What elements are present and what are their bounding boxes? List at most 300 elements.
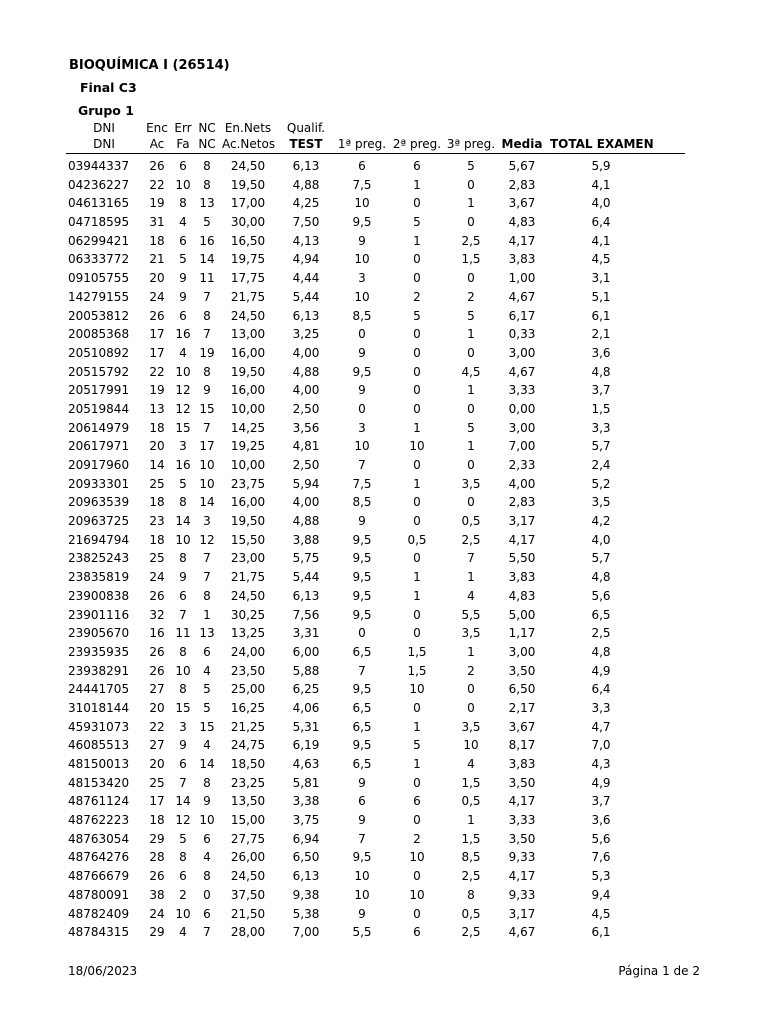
cell-pregunta-3: 8,5 bbox=[461, 850, 481, 865]
cell-total-examen: 2,1 bbox=[591, 327, 611, 342]
cell-test: 4,94 bbox=[292, 252, 320, 267]
cell-test: 4,63 bbox=[292, 757, 320, 771]
cell-pregunta-1: 10 bbox=[354, 289, 370, 304]
cell-pregunta-3: 5,5 bbox=[461, 607, 481, 622]
cell-pregunta-1: 8,5 bbox=[352, 308, 372, 323]
cell-pregunta-2: 0 bbox=[413, 700, 421, 715]
table-row bbox=[0, 232, 768, 251]
cell-dni: 48762223 bbox=[68, 813, 130, 828]
cell-media: 2,83 bbox=[508, 495, 536, 510]
cell-pregunta-2: 0 bbox=[413, 813, 421, 828]
cell-pregunta-3: 10 bbox=[463, 738, 479, 753]
cell-test: 4,25 bbox=[292, 196, 320, 211]
table-row bbox=[0, 456, 768, 475]
cell-pregunta-2: 0 bbox=[413, 495, 421, 510]
cell-test: 4,00 bbox=[292, 383, 320, 398]
cell-dni: 03944337 bbox=[68, 159, 130, 173]
cell-nc: 5 bbox=[203, 215, 211, 230]
cell-total-examen: 6,4 bbox=[591, 682, 611, 697]
table-row bbox=[0, 792, 768, 811]
cell-enc-ac: 20 bbox=[149, 439, 165, 454]
cell-test: 5,94 bbox=[292, 476, 320, 491]
cell-dni: 48761124 bbox=[68, 794, 130, 809]
cell-ac-netos: 23,00 bbox=[230, 551, 266, 566]
cell-pregunta-1: 6,5 bbox=[352, 700, 372, 715]
cell-enc-ac: 21 bbox=[149, 252, 165, 267]
cell-pregunta-3: 3,5 bbox=[461, 719, 481, 734]
table-row bbox=[0, 848, 768, 867]
cell-pregunta-3: 2,5 bbox=[461, 233, 481, 248]
cell-pregunta-1: 9 bbox=[358, 813, 366, 828]
cell-pregunta-2: 0 bbox=[413, 607, 421, 622]
table-row bbox=[0, 755, 768, 774]
table-row bbox=[0, 493, 768, 512]
cell-err-fa: 8 bbox=[179, 495, 187, 510]
header-nc: NC bbox=[198, 121, 216, 135]
cell-test: 2,50 bbox=[292, 458, 320, 472]
cell-nc: 7 bbox=[203, 925, 211, 940]
cell-err-fa: 10 bbox=[175, 906, 191, 921]
cell-pregunta-1: 10 bbox=[354, 869, 370, 884]
cell-total-examen: 4,8 bbox=[591, 570, 611, 585]
header-err: Err bbox=[174, 121, 192, 135]
cell-enc-ac: 18 bbox=[149, 813, 165, 828]
header-total-examen: TOTAL EXAMEN bbox=[550, 137, 654, 151]
cell-enc-ac: 27 bbox=[149, 738, 165, 753]
cell-nc: 7 bbox=[203, 289, 211, 304]
cell-ac-netos: 24,00 bbox=[230, 644, 266, 659]
cell-pregunta-2: 5 bbox=[413, 308, 421, 323]
cell-pregunta-3: 0,5 bbox=[461, 514, 481, 529]
cell-pregunta-3: 0 bbox=[467, 215, 475, 230]
cell-pregunta-2: 5 bbox=[413, 215, 421, 230]
cell-pregunta-1: 6,5 bbox=[352, 757, 372, 771]
cell-ac-netos: 10,00 bbox=[230, 401, 266, 416]
cell-err-fa: 10 bbox=[175, 364, 191, 379]
cell-ac-netos: 13,50 bbox=[230, 794, 266, 809]
cell-nc: 4 bbox=[203, 663, 211, 678]
cell-err-fa: 8 bbox=[179, 682, 187, 697]
cell-err-fa: 9 bbox=[179, 570, 187, 585]
table-row bbox=[0, 736, 768, 755]
cell-pregunta-3: 5 bbox=[467, 159, 475, 173]
cell-dni: 20515792 bbox=[68, 364, 130, 379]
cell-err-fa: 6 bbox=[179, 757, 187, 771]
cell-pregunta-3: 3,5 bbox=[461, 476, 481, 491]
cell-pregunta-1: 9,5 bbox=[352, 551, 372, 566]
grades-table-body bbox=[0, 157, 768, 942]
header-ac: Ac bbox=[149, 137, 165, 151]
cell-pregunta-3: 1 bbox=[467, 196, 475, 211]
cell-media: 5,50 bbox=[508, 551, 536, 566]
cell-pregunta-3: 1 bbox=[467, 644, 475, 659]
cell-pregunta-1: 9 bbox=[358, 775, 366, 790]
cell-test: 6,13 bbox=[292, 159, 320, 173]
cell-ac-netos: 26,00 bbox=[230, 850, 266, 865]
cell-total-examen: 1,5 bbox=[591, 401, 611, 416]
cell-test: 5,44 bbox=[292, 570, 320, 585]
cell-err-fa: 12 bbox=[175, 813, 191, 828]
cell-pregunta-2: 0 bbox=[413, 271, 421, 286]
cell-total-examen: 3,6 bbox=[591, 813, 611, 828]
cell-total-examen: 4,7 bbox=[591, 719, 611, 734]
cell-total-examen: 3,6 bbox=[591, 345, 611, 360]
cell-total-examen: 7,0 bbox=[591, 738, 611, 753]
cell-total-examen: 4,9 bbox=[591, 663, 611, 678]
cell-test: 3,88 bbox=[292, 532, 320, 547]
cell-enc-ac: 25 bbox=[149, 775, 165, 790]
cell-pregunta-2: 1 bbox=[413, 719, 421, 734]
cell-dni: 04613165 bbox=[68, 196, 130, 211]
table-row bbox=[0, 419, 768, 438]
cell-pregunta-1: 6 bbox=[358, 159, 366, 173]
cell-total-examen: 5,1 bbox=[591, 289, 611, 304]
cell-dni: 20917960 bbox=[68, 458, 130, 472]
cell-dni: 45931073 bbox=[68, 719, 130, 734]
cell-dni: 23935935 bbox=[68, 644, 130, 659]
cell-pregunta-1: 7,5 bbox=[352, 177, 372, 192]
cell-err-fa: 6 bbox=[179, 869, 187, 884]
cell-err-fa: 2 bbox=[179, 887, 187, 902]
cell-pregunta-3: 4,5 bbox=[461, 364, 481, 379]
footer-page-number: Página 1 de 2 bbox=[618, 964, 700, 978]
cell-media: 3,00 bbox=[508, 345, 536, 360]
cell-err-fa: 15 bbox=[175, 700, 191, 715]
cell-dni: 31018144 bbox=[68, 700, 130, 715]
cell-total-examen: 4,1 bbox=[591, 233, 611, 248]
cell-enc-ac: 20 bbox=[149, 271, 165, 286]
cell-pregunta-1: 0 bbox=[358, 327, 366, 342]
cell-dni: 48784315 bbox=[68, 925, 130, 940]
cell-enc-ac: 18 bbox=[149, 495, 165, 510]
cell-enc-ac: 13 bbox=[149, 401, 165, 416]
cell-total-examen: 5,7 bbox=[591, 439, 611, 454]
cell-pregunta-2: 0 bbox=[413, 364, 421, 379]
cell-enc-ac: 26 bbox=[149, 308, 165, 323]
cell-test: 4,88 bbox=[292, 364, 320, 379]
cell-dni: 06333772 bbox=[68, 252, 130, 267]
cell-total-examen: 6,5 bbox=[591, 607, 611, 622]
cell-enc-ac: 38 bbox=[149, 887, 165, 902]
cell-err-fa: 10 bbox=[175, 663, 191, 678]
cell-nc: 13 bbox=[199, 196, 215, 211]
cell-pregunta-1: 0 bbox=[358, 401, 366, 416]
cell-pregunta-1: 10 bbox=[354, 252, 370, 267]
cell-total-examen: 5,6 bbox=[591, 588, 611, 603]
cell-total-examen: 5,2 bbox=[591, 476, 611, 491]
cell-ac-netos: 15,50 bbox=[230, 532, 266, 547]
cell-pregunta-2: 10 bbox=[409, 887, 425, 902]
cell-err-fa: 16 bbox=[175, 327, 191, 342]
cell-pregunta-1: 10 bbox=[354, 887, 370, 902]
cell-media: 4,67 bbox=[508, 289, 536, 304]
cell-media: 1,17 bbox=[508, 626, 536, 641]
cell-media: 6,17 bbox=[508, 308, 536, 323]
table-row bbox=[0, 830, 768, 849]
cell-enc-ac: 28 bbox=[149, 850, 165, 865]
cell-nc: 5 bbox=[203, 700, 211, 715]
cell-dni: 20614979 bbox=[68, 420, 130, 435]
cell-pregunta-1: 9,5 bbox=[352, 532, 372, 547]
cell-ac-netos: 28,00 bbox=[230, 925, 266, 940]
cell-nc: 8 bbox=[203, 588, 211, 603]
cell-pregunta-1: 9 bbox=[358, 345, 366, 360]
cell-pregunta-1: 10 bbox=[354, 439, 370, 454]
cell-test: 5,38 bbox=[292, 906, 320, 921]
cell-pregunta-2: 0 bbox=[413, 551, 421, 566]
cell-media: 3,50 bbox=[508, 663, 536, 678]
cell-media: 4,17 bbox=[508, 869, 536, 884]
cell-pregunta-3: 2,5 bbox=[461, 869, 481, 884]
cell-test: 6,13 bbox=[292, 588, 320, 603]
cell-ac-netos: 17,75 bbox=[230, 271, 266, 286]
header-media: Media bbox=[501, 137, 543, 151]
cell-enc-ac: 29 bbox=[149, 925, 165, 940]
cell-media: 3,33 bbox=[508, 813, 536, 828]
cell-pregunta-3: 0 bbox=[467, 177, 475, 192]
cell-media: 0,00 bbox=[508, 401, 536, 416]
cell-pregunta-1: 0 bbox=[358, 626, 366, 641]
cell-total-examen: 2,5 bbox=[591, 626, 611, 641]
cell-nc: 10 bbox=[199, 476, 215, 491]
cell-dni: 14279155 bbox=[68, 289, 130, 304]
cell-err-fa: 12 bbox=[175, 401, 191, 416]
cell-pregunta-1: 3 bbox=[358, 271, 366, 286]
cell-dni: 04718595 bbox=[68, 215, 130, 230]
cell-test: 4,88 bbox=[292, 177, 320, 192]
cell-nc: 7 bbox=[203, 327, 211, 342]
cell-total-examen: 4,2 bbox=[591, 514, 611, 529]
cell-nc: 19 bbox=[199, 345, 215, 360]
cell-pregunta-1: 6,5 bbox=[352, 644, 372, 659]
header-nc-2: NC bbox=[198, 137, 216, 151]
cell-total-examen: 4,1 bbox=[591, 177, 611, 192]
cell-pregunta-1: 9,5 bbox=[352, 607, 372, 622]
cell-ac-netos: 24,50 bbox=[230, 588, 266, 603]
cell-total-examen: 6,1 bbox=[591, 925, 611, 940]
cell-dni: 20085368 bbox=[68, 327, 130, 342]
cell-nc: 3 bbox=[203, 514, 211, 529]
cell-pregunta-2: 0,5 bbox=[407, 532, 427, 547]
cell-media: 4,83 bbox=[508, 588, 536, 603]
cell-pregunta-2: 1 bbox=[413, 588, 421, 603]
cell-pregunta-3: 0 bbox=[467, 271, 475, 286]
table-row bbox=[0, 606, 768, 625]
header-en-nets: En.Nets bbox=[224, 121, 272, 135]
cell-test: 4,13 bbox=[292, 233, 320, 248]
cell-media: 2,33 bbox=[508, 458, 536, 472]
table-row bbox=[0, 905, 768, 924]
cell-pregunta-2: 1 bbox=[413, 476, 421, 491]
cell-pregunta-3: 5 bbox=[467, 308, 475, 323]
footer-date: 18/06/2023 bbox=[68, 964, 138, 978]
cell-ac-netos: 15,00 bbox=[230, 813, 266, 828]
cell-pregunta-1: 9,5 bbox=[352, 215, 372, 230]
cell-err-fa: 6 bbox=[179, 588, 187, 603]
cell-test: 3,56 bbox=[292, 420, 320, 435]
cell-enc-ac: 27 bbox=[149, 682, 165, 697]
cell-ac-netos: 16,50 bbox=[230, 233, 266, 248]
table-row bbox=[0, 662, 768, 681]
header-enc: Enc bbox=[146, 121, 168, 135]
cell-enc-ac: 20 bbox=[149, 700, 165, 715]
cell-test: 6,50 bbox=[292, 850, 320, 865]
cell-ac-netos: 27,75 bbox=[230, 831, 266, 846]
table-row bbox=[0, 288, 768, 307]
cell-test: 5,44 bbox=[292, 289, 320, 304]
cell-ac-netos: 16,00 bbox=[230, 495, 266, 510]
cell-total-examen: 9,4 bbox=[591, 887, 611, 902]
cell-total-examen: 3,3 bbox=[591, 700, 611, 715]
cell-media: 1,00 bbox=[508, 271, 536, 286]
table-row bbox=[0, 624, 768, 643]
cell-total-examen: 4,8 bbox=[591, 644, 611, 659]
cell-test: 3,75 bbox=[292, 813, 320, 828]
cell-pregunta-1: 7 bbox=[358, 458, 366, 472]
cell-ac-netos: 19,50 bbox=[230, 177, 266, 192]
table-row bbox=[0, 176, 768, 195]
cell-test: 5,81 bbox=[292, 775, 320, 790]
cell-err-fa: 14 bbox=[175, 514, 191, 529]
cell-ac-netos: 21,50 bbox=[230, 906, 266, 921]
cell-pregunta-3: 0 bbox=[467, 700, 475, 715]
cell-test: 5,75 bbox=[292, 551, 320, 566]
cell-pregunta-1: 9,5 bbox=[352, 682, 372, 697]
cell-media: 5,67 bbox=[508, 159, 536, 173]
cell-enc-ac: 19 bbox=[149, 196, 165, 211]
cell-err-fa: 8 bbox=[179, 196, 187, 211]
table-row bbox=[0, 774, 768, 793]
cell-pregunta-2: 2 bbox=[413, 831, 421, 846]
cell-pregunta-3: 1,5 bbox=[461, 831, 481, 846]
cell-enc-ac: 22 bbox=[149, 364, 165, 379]
cell-pregunta-1: 9,5 bbox=[352, 570, 372, 585]
cell-total-examen: 7,6 bbox=[591, 850, 611, 865]
cell-ac-netos: 37,50 bbox=[230, 887, 266, 902]
cell-ac-netos: 10,00 bbox=[230, 458, 266, 472]
cell-total-examen: 5,7 bbox=[591, 551, 611, 566]
cell-pregunta-1: 8,5 bbox=[352, 495, 372, 510]
table-row bbox=[0, 512, 768, 531]
cell-enc-ac: 23 bbox=[149, 514, 165, 529]
cell-test: 6,13 bbox=[292, 869, 320, 884]
table-row bbox=[0, 363, 768, 382]
cell-media: 9,33 bbox=[508, 850, 536, 865]
cell-ac-netos: 21,75 bbox=[230, 289, 266, 304]
cell-enc-ac: 18 bbox=[149, 532, 165, 547]
header-fa: Fa bbox=[176, 137, 190, 151]
cell-pregunta-2: 10 bbox=[409, 682, 425, 697]
cell-dni: 21694794 bbox=[68, 532, 130, 547]
cell-ac-netos: 25,00 bbox=[230, 682, 266, 697]
cell-err-fa: 12 bbox=[175, 383, 191, 398]
cell-enc-ac: 26 bbox=[149, 663, 165, 678]
cell-nc: 8 bbox=[203, 364, 211, 379]
cell-pregunta-3: 2,5 bbox=[461, 925, 481, 940]
table-row bbox=[0, 213, 768, 232]
cell-err-fa: 5 bbox=[179, 476, 187, 491]
cell-nc: 7 bbox=[203, 551, 211, 566]
cell-total-examen: 4,0 bbox=[591, 196, 611, 211]
cell-test: 5,88 bbox=[292, 663, 320, 678]
cell-pregunta-3: 0 bbox=[467, 401, 475, 416]
cell-pregunta-3: 0 bbox=[467, 345, 475, 360]
cell-pregunta-2: 6 bbox=[413, 159, 421, 173]
cell-pregunta-2: 1 bbox=[413, 570, 421, 585]
cell-pregunta-3: 1 bbox=[467, 570, 475, 585]
cell-dni: 04236227 bbox=[68, 177, 130, 192]
cell-dni: 24441705 bbox=[68, 682, 130, 697]
cell-ac-netos: 23,75 bbox=[230, 476, 266, 491]
cell-test: 3,31 bbox=[292, 626, 320, 641]
cell-pregunta-2: 0 bbox=[413, 906, 421, 921]
cell-test: 6,94 bbox=[292, 831, 320, 846]
cell-nc: 9 bbox=[203, 383, 211, 398]
cell-test: 4,81 bbox=[292, 439, 320, 454]
cell-pregunta-3: 2 bbox=[467, 289, 475, 304]
cell-dni: 23900838 bbox=[68, 588, 130, 603]
cell-err-fa: 3 bbox=[179, 439, 187, 454]
cell-pregunta-1: 6 bbox=[358, 794, 366, 809]
cell-pregunta-3: 4 bbox=[467, 588, 475, 603]
cell-dni: 23905670 bbox=[68, 626, 130, 641]
cell-nc: 5 bbox=[203, 682, 211, 697]
cell-enc-ac: 24 bbox=[149, 906, 165, 921]
table-row bbox=[0, 400, 768, 419]
cell-dni: 48153420 bbox=[68, 775, 130, 790]
cell-enc-ac: 25 bbox=[149, 476, 165, 491]
cell-err-fa: 10 bbox=[175, 532, 191, 547]
cell-media: 3,83 bbox=[508, 252, 536, 267]
cell-pregunta-1: 10 bbox=[354, 196, 370, 211]
cell-pregunta-3: 1 bbox=[467, 327, 475, 342]
cell-pregunta-3: 3,5 bbox=[461, 626, 481, 641]
cell-total-examen: 4,9 bbox=[591, 775, 611, 790]
cell-err-fa: 8 bbox=[179, 644, 187, 659]
cell-total-examen: 3,5 bbox=[591, 495, 611, 510]
cell-pregunta-2: 0 bbox=[413, 626, 421, 641]
cell-err-fa: 7 bbox=[179, 607, 187, 622]
table-row bbox=[0, 344, 768, 363]
cell-nc: 13 bbox=[199, 626, 215, 641]
cell-test: 6,00 bbox=[292, 644, 320, 659]
cell-media: 5,00 bbox=[508, 607, 536, 622]
cell-media: 2,17 bbox=[508, 700, 536, 715]
cell-media: 2,83 bbox=[508, 177, 536, 192]
cell-total-examen: 3,7 bbox=[591, 383, 611, 398]
cell-total-examen: 4,5 bbox=[591, 906, 611, 921]
table-row bbox=[0, 699, 768, 718]
table-row bbox=[0, 269, 768, 288]
cell-nc: 7 bbox=[203, 570, 211, 585]
cell-nc: 8 bbox=[203, 775, 211, 790]
cell-enc-ac: 26 bbox=[149, 644, 165, 659]
cell-nc: 8 bbox=[203, 159, 211, 173]
cell-test: 6,13 bbox=[292, 308, 320, 323]
cell-media: 3,83 bbox=[508, 570, 536, 585]
cell-ac-netos: 17,00 bbox=[230, 196, 266, 211]
cell-media: 3,00 bbox=[508, 420, 536, 435]
cell-media: 4,67 bbox=[508, 364, 536, 379]
document-title: BIOQUÍMICA I (26514) bbox=[69, 58, 230, 73]
cell-enc-ac: 22 bbox=[149, 177, 165, 192]
exam-subtitle: Final C3 bbox=[80, 80, 137, 95]
cell-err-fa: 15 bbox=[175, 420, 191, 435]
cell-media: 4,17 bbox=[508, 532, 536, 547]
cell-err-fa: 5 bbox=[179, 252, 187, 267]
cell-pregunta-2: 0 bbox=[413, 458, 421, 472]
cell-dni: 20510892 bbox=[68, 345, 130, 360]
